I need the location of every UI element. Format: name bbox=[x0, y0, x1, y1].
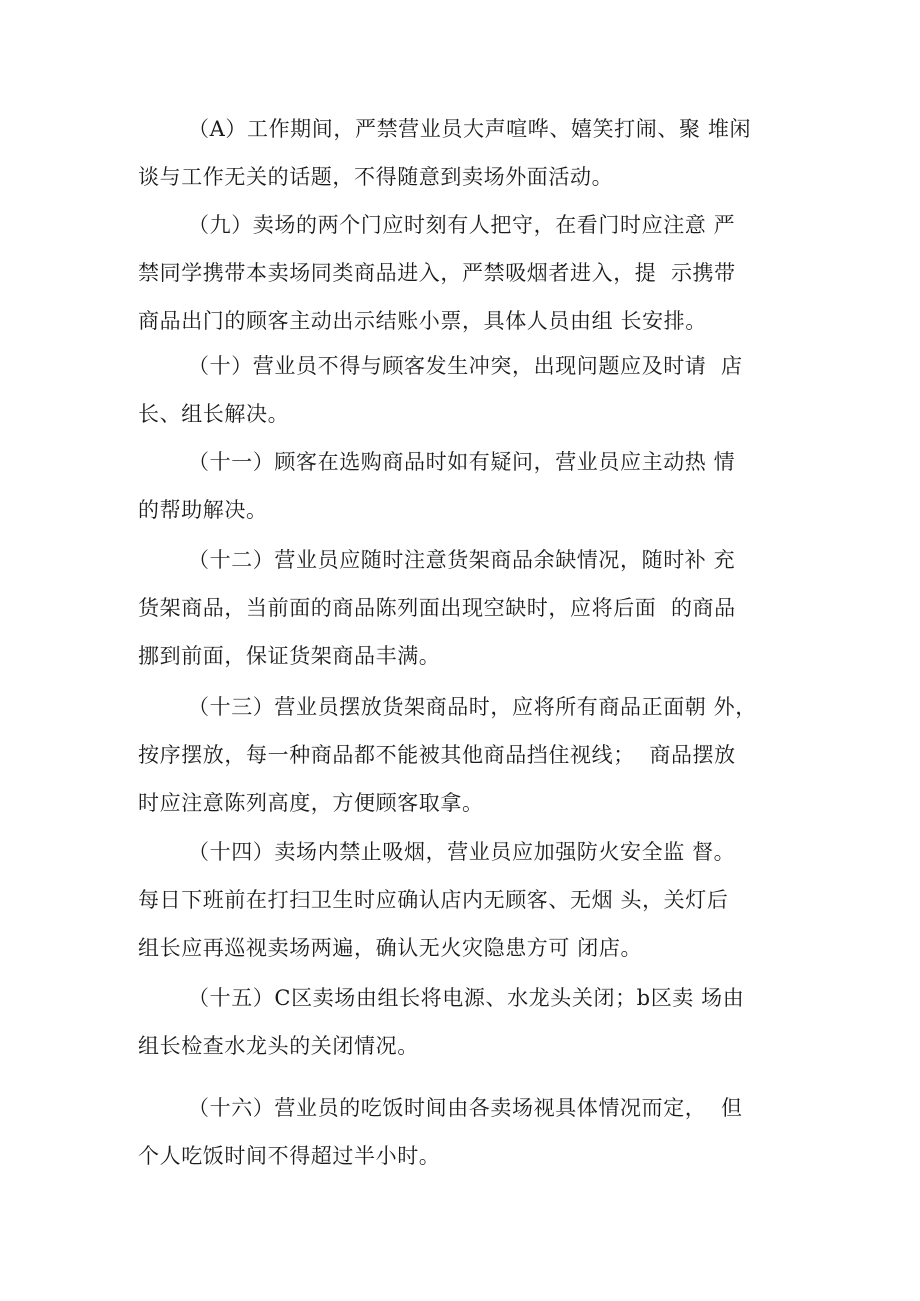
paragraph-line: 按序摆放，每一种商品都不能被其他商品挡住视线； 商品摆放 bbox=[138, 743, 736, 767]
paragraph-line: （十六）营业员的吃饭时间由各卖场视具体情况而定， 但 bbox=[188, 1096, 743, 1120]
paragraph-line: 挪到前面，保证货架商品丰满。 bbox=[138, 644, 441, 668]
paragraph-line: （A）工作期间，严禁营业员大声喧哗、嬉笑打闹、聚 堆闲 bbox=[188, 117, 752, 141]
paragraph-15 bbox=[138, 974, 790, 1070]
paragraph-a bbox=[138, 105, 790, 201]
paragraph-line: （十四）卖场内禁止吸烟，营业员应加强防火安全监 督。 bbox=[188, 840, 736, 864]
paragraph-line: 长、组长解决。 bbox=[138, 402, 290, 426]
paragraph-line: 组长检查水龙头的关闭情况。 bbox=[138, 1034, 419, 1058]
paragraph-16 bbox=[138, 1084, 790, 1180]
paragraph-line: 时应注意陈列高度，方便顾客取拿。 bbox=[138, 791, 484, 815]
paragraph-line: （十五）C区卖场由组长将电源、水龙头关闭；b区卖 场由 bbox=[188, 986, 745, 1010]
paragraph-line: 禁同学携带本卖场同类商品进入，严禁吸烟者进入，提 示携带 bbox=[138, 261, 736, 285]
paragraph-line: （十三）营业员摆放货架商品时，应将所有商品正面朝 外， bbox=[188, 695, 757, 719]
paragraph-line: 谈与工作无关的话题，不得随意到卖场外面活动。 bbox=[138, 165, 614, 189]
paragraph-13 bbox=[138, 683, 790, 827]
paragraph-line: 商品出门的顾客主动出示结账小票，具体人员由组 长安排。 bbox=[138, 309, 707, 333]
paragraph-12 bbox=[138, 536, 790, 680]
paragraph-line: 组长应再巡视卖场两遍，确认无火灾隐患方可 闭店。 bbox=[138, 936, 643, 960]
paragraph-11 bbox=[138, 438, 790, 534]
paragraph-9 bbox=[138, 201, 790, 345]
paragraph-14 bbox=[138, 828, 790, 972]
paragraph-line: （九）卖场的两个门应时刻有人把守，在看门时应注意 严 bbox=[188, 213, 736, 237]
paragraph-line: 每日下班前在打扫卫生时应确认店内无顾客、无烟 头，关灯后 bbox=[138, 888, 729, 912]
paragraph-line: 货架商品，当前面的商品陈列面出现空缺时，应将后面 的商品 bbox=[138, 596, 736, 620]
paragraph-line: （十二）营业员应随时注意货架商品余缺情况，随时补 充 bbox=[188, 548, 736, 572]
paragraph-line: （十一）顾客在选购商品时如有疑问，营业员应主动热 情 bbox=[188, 450, 736, 474]
paragraph-line: （十）营业员不得与顾客发生冲突，出现问题应及时请 店 bbox=[188, 354, 743, 378]
paragraph-line: 个人吃饭时间不得超过半小时。 bbox=[138, 1144, 441, 1168]
paragraph-10 bbox=[138, 342, 790, 438]
paragraph-line: 的帮助解决。 bbox=[138, 498, 268, 522]
